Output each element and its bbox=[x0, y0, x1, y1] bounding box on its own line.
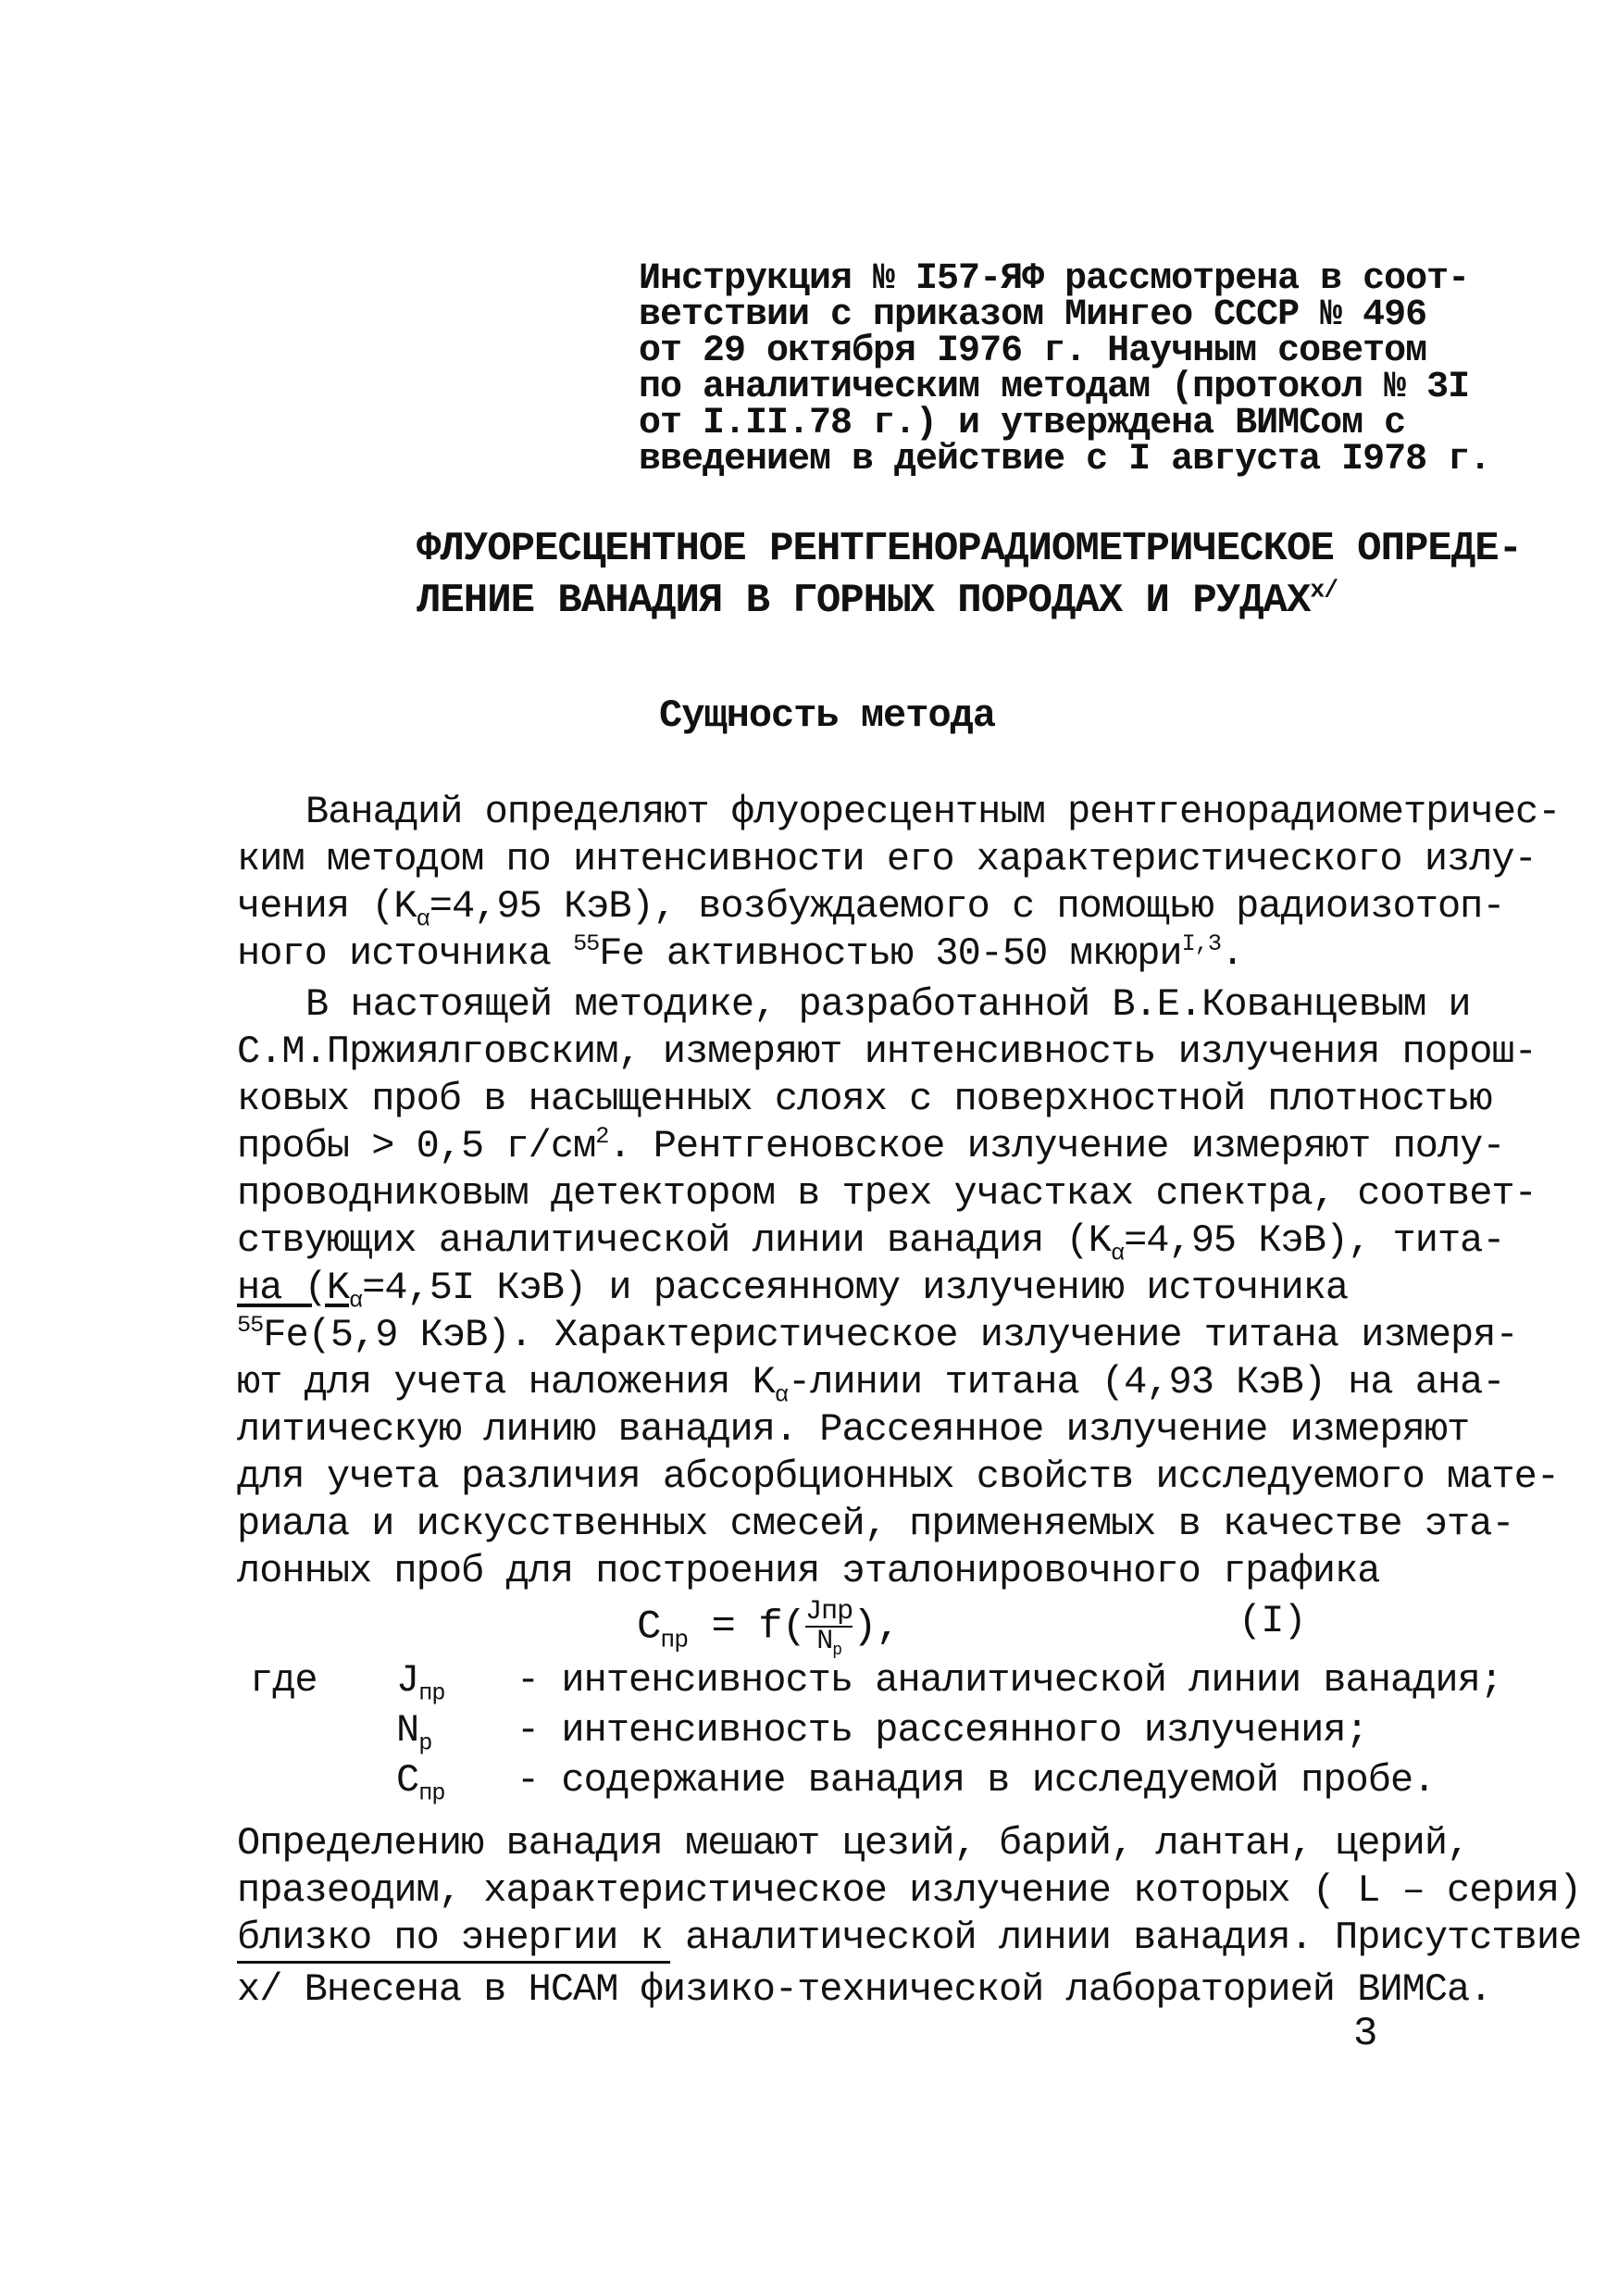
document-title-line-2 bbox=[417, 578, 1338, 624]
where-symbol-3 bbox=[396, 1757, 445, 1807]
text-run: N bbox=[816, 1626, 833, 1657]
text-run: =4,95 КэВ), возбуждаемого с помощью радиоизотоп- bbox=[429, 884, 1505, 929]
para3-line-3: близко по энергии к аналитической линии ванадия. Присутствие bbox=[237, 1915, 1582, 1960]
para2-line-13: лонных проб для построения эталонировочного графика bbox=[237, 1549, 1380, 1593]
para3-line-1: Определению ванадия мешают цезий, барий, лантан, церий, bbox=[237, 1821, 1470, 1866]
para1-line-3 bbox=[237, 883, 1505, 933]
header-line-6: введением в действие с I августа I978 г. bbox=[639, 439, 1491, 480]
subscript: α bbox=[774, 1381, 789, 1409]
formula-lhs: C bbox=[637, 1603, 661, 1651]
formula-close: ), bbox=[853, 1603, 900, 1651]
text-run: ют для учета наложения K bbox=[237, 1360, 775, 1404]
document-title-text: ЛЕНИЕ ВАНАДИЯ В ГОРНЫХ ПОРОДАХ И РУДАХ bbox=[417, 578, 1311, 624]
where-symbol-1 bbox=[396, 1657, 445, 1707]
header-line-4: по аналитическим методам (протокол № 3I bbox=[639, 367, 1470, 408]
where-desc-2: - интенсивность рассеянного излучения; bbox=[517, 1708, 1368, 1753]
formula bbox=[637, 1596, 900, 1660]
para2-line-11: для учета различия абсорбционных свойств исследуемого мате- bbox=[237, 1454, 1560, 1499]
text-run: ного источника bbox=[237, 931, 574, 976]
text-run: . Рентгеновское излучение измеряют полу- bbox=[608, 1124, 1505, 1168]
formula-number: (I) bbox=[1238, 1599, 1306, 1643]
para1-line-1: Ванадий определяют флуоресцентным рентгенорадиометричес- bbox=[305, 790, 1561, 834]
para2-line-10: литическую линию ванадия. Рассеянное излучение измеряют bbox=[237, 1407, 1470, 1452]
subscript: α bbox=[1110, 1240, 1125, 1267]
para2-line-2: С.М.Пржиялговским, измеряют интенсивность излучения порош- bbox=[237, 1029, 1537, 1074]
subscript: пр bbox=[418, 1679, 445, 1707]
para2-line-8 bbox=[237, 1312, 1518, 1358]
text-run: =4,95 КэВ), тита- bbox=[1124, 1218, 1505, 1263]
formula-fraction bbox=[805, 1596, 853, 1660]
para2-line-9 bbox=[237, 1359, 1505, 1409]
header-line-2: ветствии с приказом Мингео СССР № 496 bbox=[639, 294, 1427, 336]
text-run: J bbox=[396, 1658, 419, 1703]
para2-line-7 bbox=[237, 1265, 1349, 1315]
text-run: на (K bbox=[237, 1266, 350, 1310]
fraction-denominator bbox=[805, 1626, 853, 1660]
text-run: . bbox=[1220, 931, 1244, 976]
superscript: 2 bbox=[595, 1123, 609, 1150]
subscript: пр bbox=[418, 1779, 445, 1807]
subscript: α bbox=[349, 1287, 363, 1315]
subscript: пр bbox=[821, 1596, 853, 1628]
footnote-rule bbox=[237, 1961, 670, 1964]
header-line-3: от 29 октября I976 г. Научным советом bbox=[639, 331, 1427, 372]
where-desc-1: - интенсивность аналитической линии ванадия; bbox=[517, 1658, 1502, 1703]
para1-line-4 bbox=[237, 930, 1243, 977]
para2-line-4 bbox=[237, 1123, 1505, 1169]
where-desc-3: - содержание ванадия в исследуемой пробе. bbox=[517, 1758, 1436, 1803]
para3-line-2: празеодим, характеристическое излучение которых ( L – серия) bbox=[237, 1868, 1582, 1913]
where-symbol-2 bbox=[396, 1707, 432, 1757]
para2-line-12: риала и искусственных смесей, применяемых в качестве эта- bbox=[237, 1502, 1514, 1546]
para2-line-3: ковых проб в насыщенных слоях с поверхностной плотностью bbox=[237, 1077, 1492, 1121]
text-run: Fe(5,9 КэВ). Характеристическое излучение титана измеря- bbox=[263, 1313, 1518, 1357]
superscript: 55 bbox=[237, 1312, 264, 1339]
text-run: пробы > 0,5 г/см bbox=[237, 1124, 596, 1168]
para2-line-6 bbox=[237, 1217, 1505, 1267]
where-label: где bbox=[250, 1658, 317, 1703]
header-line-1: Инструкция № I57-ЯФ рассмотрена в соот- bbox=[639, 258, 1470, 300]
subscript: р bbox=[832, 1641, 842, 1660]
footnote-marker: x/ bbox=[1310, 576, 1338, 605]
subscript: р bbox=[418, 1729, 432, 1757]
text-run: -линии титана (4,93 КэВ) на ана- bbox=[788, 1360, 1505, 1404]
superscript: 55 bbox=[573, 930, 600, 957]
para2-line-1: В настоящей методике, разработанной В.Е.Кованцевым и bbox=[305, 982, 1471, 1027]
header-line-5: от I.II.78 г.) и утверждена ВИМСом с bbox=[639, 403, 1406, 444]
para1-line-2: ким методом по интенсивности его характеристического излу- bbox=[237, 837, 1537, 881]
section-heading: Сущность метода bbox=[659, 693, 996, 738]
subscript: α bbox=[416, 905, 429, 933]
fraction-numerator bbox=[805, 1598, 853, 1628]
text-run: C bbox=[396, 1758, 419, 1803]
text-run: чения (K bbox=[237, 884, 417, 929]
subscript: пр bbox=[660, 1626, 689, 1654]
formula-operator: = f( bbox=[688, 1603, 806, 1651]
para2-line-5: проводниковым детектором в трех участках спектра, соответ- bbox=[237, 1171, 1537, 1216]
reference-marker: I,3 bbox=[1181, 930, 1221, 957]
footnote: x/ Внесена в НСАМ физико-технической лабораторией ВИМСа. bbox=[237, 1967, 1492, 2012]
page-number: 3 bbox=[1353, 2011, 1377, 2057]
text-run: N bbox=[396, 1708, 419, 1753]
text-run: Fe активностью 30-50 мкюри bbox=[599, 931, 1182, 976]
text-run: =4,5I КэВ) и рассеянному излучению источника bbox=[362, 1266, 1349, 1310]
text-run: ствующих аналитической линии ванадия (K bbox=[237, 1218, 1111, 1263]
text-run: J bbox=[805, 1596, 822, 1628]
document-title-line-1: ФЛУОРЕСЦЕНТНОЕ РЕНТГЕНОРАДИОМЕТРИЧЕСКОЕ ОПРЕДЕ- bbox=[417, 526, 1523, 572]
